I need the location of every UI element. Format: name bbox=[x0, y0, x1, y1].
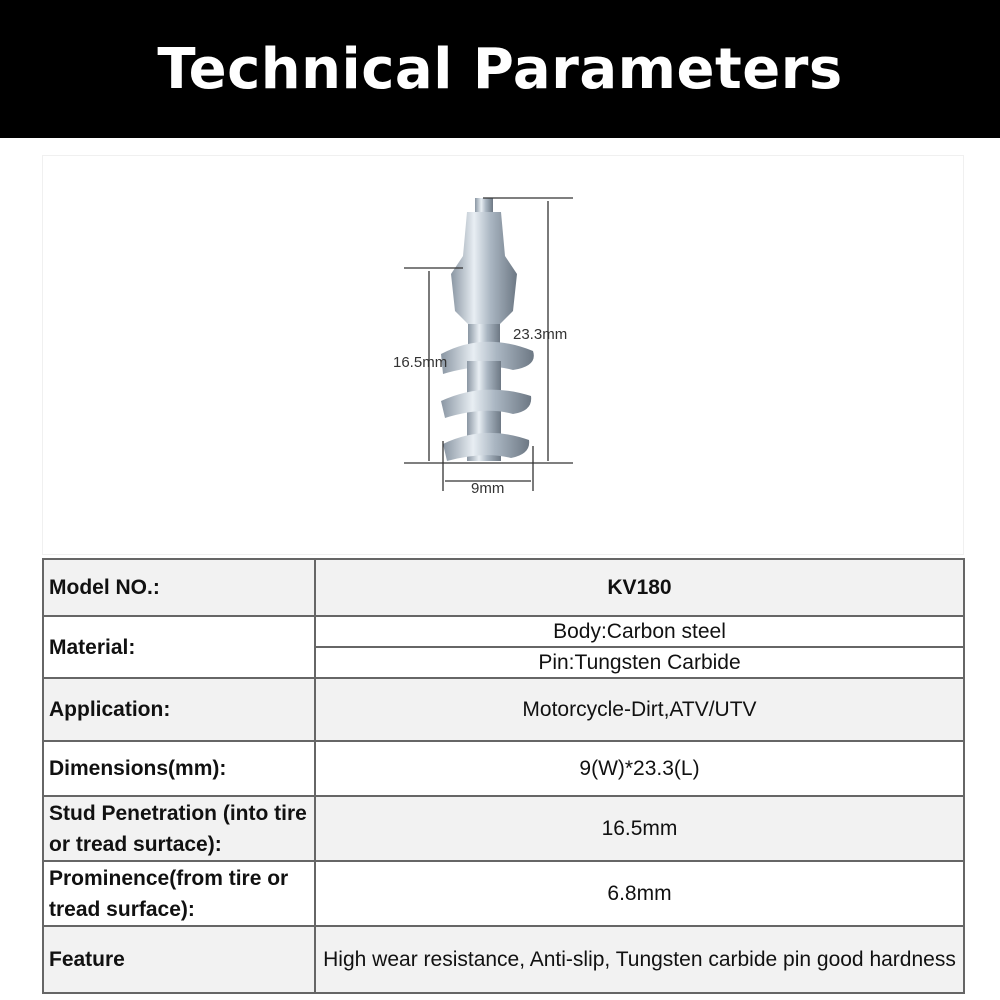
penetration-label: 16.5mm bbox=[393, 354, 448, 371]
table-row bbox=[43, 559, 964, 616]
table-row bbox=[43, 796, 964, 861]
row-value: KV180 bbox=[315, 559, 964, 616]
row-value: Body:Carbon steel bbox=[315, 616, 964, 647]
row-label: Model NO.: bbox=[43, 559, 315, 616]
table-row bbox=[43, 741, 964, 796]
row-label: Stud Penetration (into tire or tread surtace): bbox=[43, 796, 315, 861]
row-label: Application: bbox=[43, 678, 315, 741]
row-value: Motorcycle-Dirt,ATV/UTV bbox=[315, 678, 964, 741]
row-value: 6.8mm bbox=[315, 861, 964, 926]
row-value: 16.5mm bbox=[315, 796, 964, 861]
row-label: Material: bbox=[43, 616, 315, 678]
table-row bbox=[43, 678, 964, 741]
spec-table bbox=[42, 558, 965, 994]
product-diagram bbox=[42, 155, 964, 555]
row-value: 9(W)*23.3(L) bbox=[315, 741, 964, 796]
row-label: Feature bbox=[43, 926, 315, 993]
row-label: Prominence(from tire or tread surface): bbox=[43, 861, 315, 926]
title-banner bbox=[0, 0, 1000, 138]
page-title: Technical Parameters bbox=[157, 36, 843, 102]
row-label: Dimensions(mm): bbox=[43, 741, 315, 796]
row-value: High wear resistance, Anti-slip, Tungsten carbide pin good hardness bbox=[315, 926, 964, 993]
table-row bbox=[43, 616, 964, 647]
width-label: 9mm bbox=[471, 480, 505, 497]
row-value: Pin:Tungsten Carbide bbox=[315, 647, 964, 678]
table-row bbox=[43, 861, 964, 926]
table-row bbox=[43, 926, 964, 993]
length-label: 23.3mm bbox=[513, 326, 568, 343]
